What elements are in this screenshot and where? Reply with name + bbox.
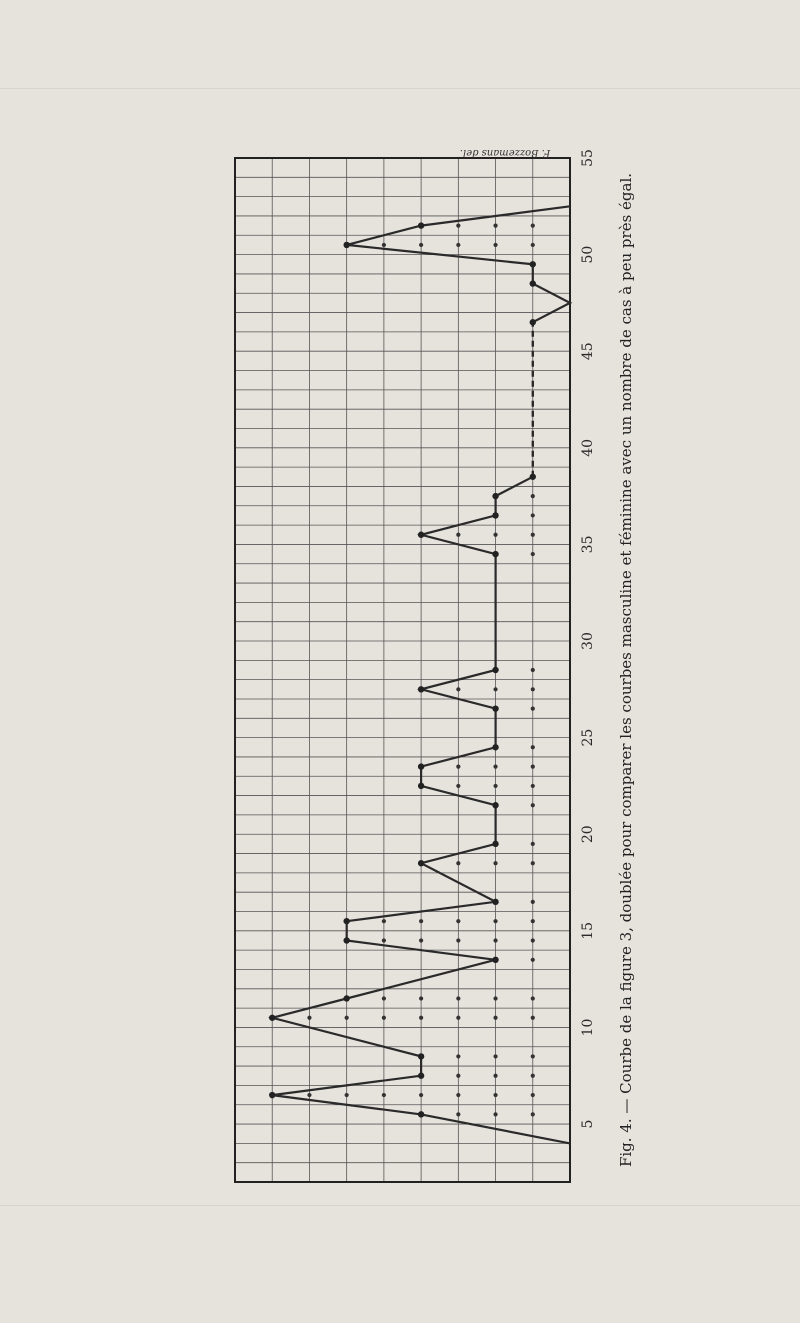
data-point-fill-dot	[531, 494, 535, 498]
data-point	[343, 918, 349, 924]
data-point-fill-dot	[456, 1093, 460, 1097]
data-point-fill-dot	[382, 1016, 386, 1020]
data-point-fill-dot	[456, 784, 460, 788]
data-point	[492, 667, 498, 673]
data-point-fill-dot	[382, 243, 386, 247]
data-point	[492, 705, 498, 711]
data-point-fill-dot	[419, 243, 423, 247]
data-point-fill-dot	[493, 1016, 497, 1020]
data-point-fill-dot	[456, 243, 460, 247]
data-point	[492, 512, 498, 518]
x-tick-label: 50	[580, 245, 596, 264]
data-point-fill-dot	[531, 243, 535, 247]
data-point-fill-dot	[456, 687, 460, 691]
plot-frame	[235, 158, 570, 1182]
x-tick-label: 10	[580, 1018, 596, 1037]
figure-caption: Fig. 4. — Courbe de la figure 3, doublée pour comparer les courbes masculine et féminine avec un nombre de cas à peu près égal.	[617, 172, 635, 1168]
data-point	[492, 899, 498, 905]
data-point	[418, 686, 424, 692]
data-point	[418, 1073, 424, 1079]
data-point-fill-dot	[493, 1054, 497, 1058]
data-point-fill-dot	[531, 687, 535, 691]
data-point-fill-dot	[382, 996, 386, 1000]
data-point-fill-dot	[531, 224, 535, 228]
draftsman-signature: F. Bozzemans del.	[459, 147, 551, 158]
data-point	[492, 957, 498, 963]
data-point-fill-dot	[345, 1093, 349, 1097]
data-point-fill-dot	[531, 1074, 535, 1078]
data-point	[530, 319, 536, 325]
data-point	[492, 551, 498, 557]
x-tick-label: 20	[580, 825, 596, 844]
x-tick-label: 55	[580, 149, 596, 167]
data-point	[492, 493, 498, 499]
data-point-fill-dot	[493, 1112, 497, 1116]
data-point-fill-dot	[493, 243, 497, 247]
data-point	[269, 1092, 275, 1098]
data-point-fill-dot	[531, 513, 535, 517]
data-point-fill-dot	[456, 533, 460, 537]
data-point	[492, 744, 498, 750]
data-point-fill-dot	[531, 1016, 535, 1020]
data-point-fill-dot	[531, 1093, 535, 1097]
data-point-fill-dot	[531, 533, 535, 537]
data-point-fill-dot	[419, 938, 423, 942]
data-point	[492, 802, 498, 808]
data-point-fill-dot	[531, 803, 535, 807]
data-point-fill-dot	[531, 861, 535, 865]
data-point-fill-dot	[531, 958, 535, 962]
data-point-fill-dot	[531, 996, 535, 1000]
data-point-fill-dot	[493, 1093, 497, 1097]
data-point-fill-dot	[493, 938, 497, 942]
data-point-fill-dot	[493, 765, 497, 769]
data-point-fill-dot	[456, 1074, 460, 1078]
data-point	[530, 261, 536, 267]
data-point-fill-dot	[493, 1074, 497, 1078]
data-point-fill-dot	[531, 707, 535, 711]
data-point-fill-dot	[456, 1054, 460, 1058]
x-tick-label: 5	[580, 1119, 596, 1129]
data-point-fill-dot	[307, 1016, 311, 1020]
data-point-fill-dot	[531, 552, 535, 556]
data-point	[418, 1111, 424, 1117]
x-tick-label: 40	[580, 438, 596, 457]
data-point	[492, 841, 498, 847]
data-point-fill-dot	[345, 1016, 349, 1020]
data-point	[418, 532, 424, 538]
data-point	[343, 995, 349, 1001]
data-point-fill-dot	[382, 1093, 386, 1097]
data-point	[530, 474, 536, 480]
data-point-fill-dot	[456, 938, 460, 942]
data-point-fill-dot	[456, 224, 460, 228]
data-point-fill-dot	[456, 861, 460, 865]
data-point-fill-dot	[531, 1112, 535, 1116]
data-point	[343, 937, 349, 943]
data-point-fill-dot	[382, 938, 386, 942]
data-point-fill-dot	[531, 842, 535, 846]
chart-series	[269, 206, 570, 1143]
data-point-fill-dot	[493, 996, 497, 1000]
data-point	[343, 242, 349, 248]
data-point-fill-dot	[307, 1093, 311, 1097]
x-tick-label: 15	[580, 921, 596, 940]
x-axis-ticks	[580, 149, 596, 1128]
data-point-fill-dot	[382, 919, 386, 923]
data-point	[418, 783, 424, 789]
data-point-fill-dot	[493, 861, 497, 865]
x-tick-label: 35	[580, 535, 596, 554]
data-point	[418, 222, 424, 228]
data-point	[418, 763, 424, 769]
data-point-fill-dot	[456, 1016, 460, 1020]
data-point-fill-dot	[531, 765, 535, 769]
data-point-fill-dot	[456, 765, 460, 769]
data-point-fill-dot	[456, 1112, 460, 1116]
data-point-fill-dot	[493, 224, 497, 228]
data-point	[269, 1015, 275, 1021]
data-point-fill-dot	[531, 919, 535, 923]
data-point-fill-dot	[493, 687, 497, 691]
data-point-fill-dot	[531, 784, 535, 788]
data-point-fill-dot	[419, 996, 423, 1000]
data-point	[418, 860, 424, 866]
data-point-fill-dot	[419, 1093, 423, 1097]
data-point-fill-dot	[531, 900, 535, 904]
x-tick-label: 25	[580, 728, 596, 747]
data-point	[530, 280, 536, 286]
data-point-fill-dot	[419, 1016, 423, 1020]
data-point-fill-dot	[493, 784, 497, 788]
x-tick-label: 45	[580, 342, 596, 361]
chart-grid	[235, 158, 570, 1182]
data-point-fill-dot	[456, 996, 460, 1000]
data-point	[418, 1053, 424, 1059]
data-point-fill-dot	[493, 919, 497, 923]
data-point-fill-dot	[456, 919, 460, 923]
data-point-fill-dot	[419, 919, 423, 923]
data-point-fill-dot	[531, 668, 535, 672]
data-point-fill-dot	[531, 938, 535, 942]
data-point-fill-dot	[531, 745, 535, 749]
x-tick-label: 30	[580, 632, 596, 650]
data-point-fill-dot	[493, 533, 497, 537]
data-point-fill-dot	[531, 1054, 535, 1058]
